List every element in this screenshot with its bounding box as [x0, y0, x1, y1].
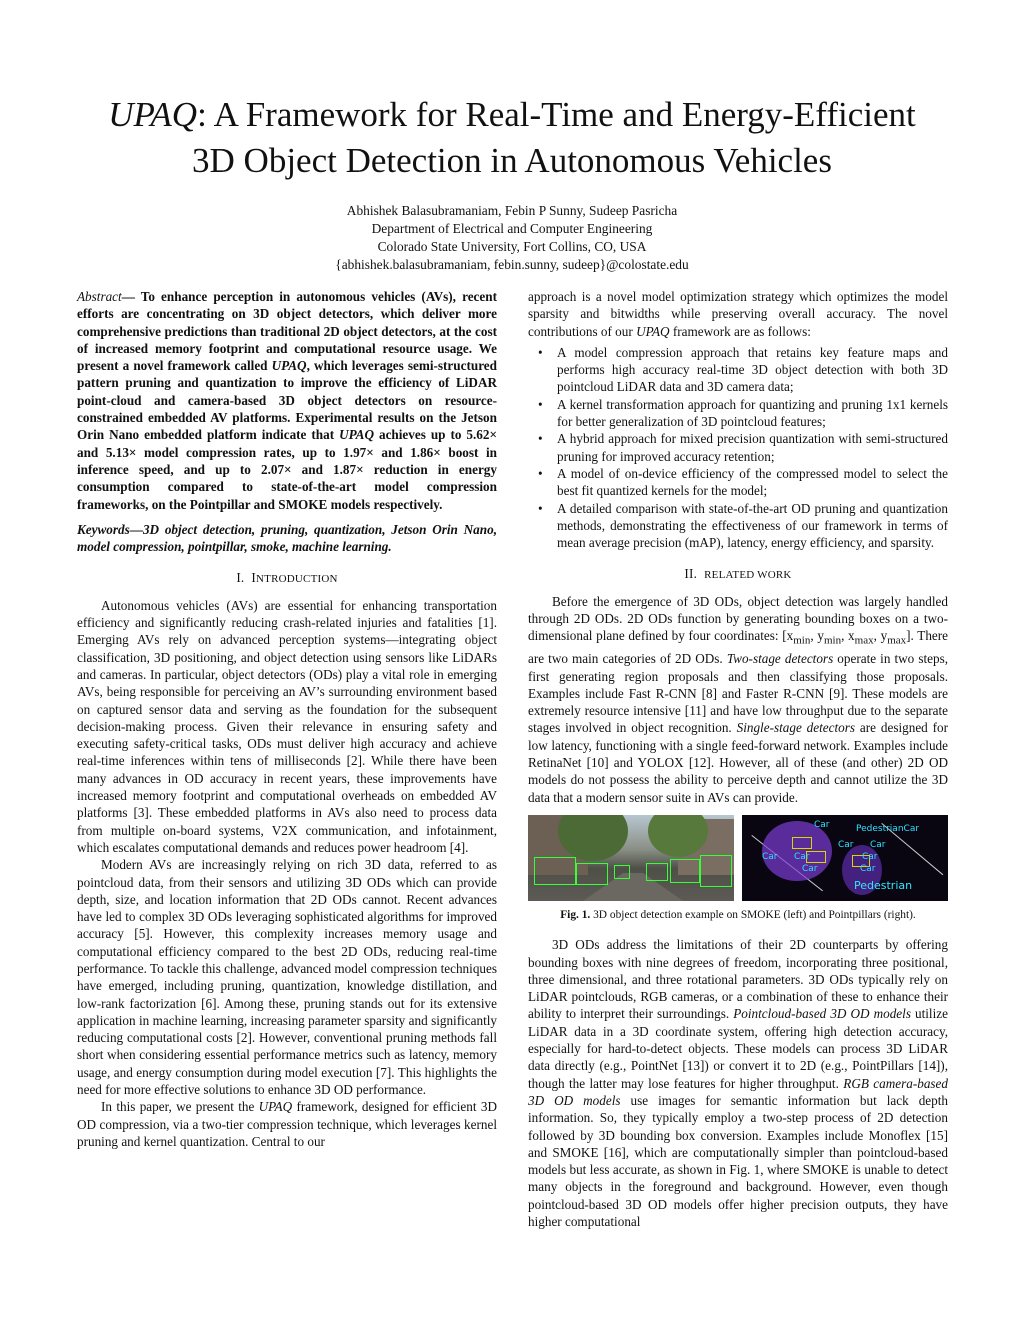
paper-title — [40, 92, 984, 184]
title-line1: : A Framework for Real-Time and Energy-Efficient — [197, 95, 916, 134]
bullet-icon: • — [538, 465, 543, 481]
contributions-intro: approach is a novel model optimization strategy which optimizes the model sparsity and bitwidths while preserving overall accuracy. The novel contributions of our UPAQ framework are as follows: — [528, 289, 948, 339]
detection-label: Car — [870, 839, 886, 850]
bounding-box — [792, 837, 812, 849]
list-item: • A model compression approach that retains key feature maps and performs high accuracy real-time 3D object detection with both 3D pointcloud LiDAR data and 3D camera data; — [538, 344, 948, 395]
detection-label: Car — [762, 851, 778, 862]
detection-label: Pedestrian — [854, 878, 913, 892]
intro-paragraph-2: Modern AVs are increasingly relying on rich 3D data, referred to as pointcloud data, from their sensors and utilizing 3D ODs which can provide depth, size, and location information that 2D ODs cannot. Recent advances have led to complex 3D ODs leveraging sophisticated algorithms for improved accuracy [5]. However, this complexity increases memory usage and computational efficiency compared to the best 2D ODs, reducing real-time performance. To tackle this challenge, advanced model compression techniques have emerged, including pruning, quantization, knowledge distillation, and low-rank factorization [6]. Among these, pruning stands out for its extensive application in machine learning, increasing parameter sparsity and significantly reducing computational costs [2]. However, conventional pruning methods fall short when considering essential performance metrics such as latency, memory usage, and energy consumption during model execution [7]. This highlights the need for more effective solutions to enhance 3D OD performance. — [77, 857, 497, 1098]
author-block — [212, 202, 812, 274]
intro-paragraph-3: In this paper, we present the UPAQ framework, designed for efficient 3D OD compression, via a two-tier compression technique, which leverages kernel pruning and kernel quantization. Central to our — [77, 1099, 497, 1149]
list-item: • A kernel transformation approach for quantizing and pruning 1x1 kernels for better generalization of 3D pointcloud features; — [538, 396, 948, 430]
bullet-icon: • — [538, 431, 543, 447]
pointpillars-detection-image — [742, 815, 948, 901]
author-emails: {abhishek.balasubramaniam, febin.sunny, sudeep}@colostate.edu — [335, 257, 689, 272]
abstract: Abstract— To enhance perception in autonomous vehicles (AVs), recent efforts are concentrating on 3D object detectors, which deliver more comprehensive predictions than traditional 2D object detectors, at the cost of increased memory footprint and computational resource usage. We present a novel framework called UPAQ, which leverages semi-structured pattern pruning and quantization to improve the efficiency of LiDAR point-cloud and camera-based 3D object detectors on resource-constrained embedded AV platforms. Experimental results on the Jetson Orin Nano embedded platform indicate that UPAQ achieves up to 5.62× and 5.13× model compression rates, up to 1.97× and 1.86× boost in inference speed, and up to 2.07× and 1.87× reduction in energy consumption compared to state-of-the-art model compression frameworks, on the Pointpillar and SMOKE models respectively. — [77, 289, 498, 512]
detection-label: Car — [838, 839, 854, 850]
author-names: Abhishek Balasubramaniam, Febin P Sunny, Sudeep Pasricha — [346, 203, 678, 218]
detection-label: Car — [860, 863, 876, 874]
bounding-box — [670, 859, 700, 883]
abstract-label: Abstract — [77, 289, 122, 304]
left-column — [77, 288, 497, 1150]
section-heading-related-work: II. RELATED WORK — [684, 566, 792, 582]
bounding-box — [534, 857, 576, 885]
list-item: • A hybrid approach for mixed precision quantization with semi-structured pruning for improved accuracy retention; — [538, 431, 948, 464]
detection-label: Car — [794, 851, 810, 862]
keywords: Keywords—3D object detection, pruning, quantization, Jetson Orin Nano, model compression, pointpillar, smoke, machine learning. — [77, 521, 497, 555]
list-item: • A detailed comparison with state-of-the-art OD pruning and quantization methods, demonstrating the effectiveness of our framework in terms of mean average precision (mAP), latency, energy efficiency, and sparsity. — [538, 500, 948, 551]
right-column — [528, 288, 948, 1230]
contributions-list — [528, 344, 948, 552]
related-work-paragraph-2: 3D ODs address the limitations of their 2D counterparts by offering bounding boxes with nine degrees of freedom, incorporating three positional, three dimensional, and three rotational parameters. 3D ODs typically rely on LiDAR pointclouds, RGB cameras, or a combination of these to enhance their ability to interpret their surroundings. Pointcloud-based 3D OD models utilize LiDAR data in a 3D coordinate system, offering high detection accuracy, especially for hard-to-detect objects. These models can process 3D LiDAR data directly (e.g., PointNet [13]) or convert it to 2D (e.g., PointPillars [14]), though the latter may lose features for higher throughput. RGB camera-based 3D OD models use images for semantic information but lack depth information. So, they typically employ a two-step process of 2D detection followed by 3D bounding box conversion. Examples include Monoflex [15] and SMOKE [16], which are computationally simpler than pointcloud-based models but less accurate, as shown in Fig. 1, where SMOKE is unable to detect many objects in the foreground and background. However, even though pointcloud-based 3D OD models offer higher precision outputs, they have higher computational — [528, 937, 948, 1229]
bullet-icon: • — [538, 396, 543, 412]
bullet-icon: • — [538, 344, 543, 360]
detection-label: PedestrianCar — [856, 823, 920, 834]
bounding-box — [646, 863, 668, 881]
bullet-icon: • — [538, 500, 543, 516]
author-department: Department of Electrical and Computer Engineering — [371, 221, 653, 236]
bounding-box — [576, 863, 608, 885]
figure-caption: Fig. 1. 3D object detection example on SMOKE (left) and Pointpillars (right). — [560, 908, 916, 921]
section-heading-introduction: I. INTRODUCTION — [236, 570, 338, 586]
intro-paragraph-1: Autonomous vehicles (AVs) are essential for enhancing transportation efficiency and significantly reducing crash-related injuries and fatalities [1]. Emerging AVs rely on advanced perception systems—integrating object classification, 3D positioning, and object detection using sensors like LiDARs and cameras. In particular, object detectors (ODs) play a vital role in emerging AVs, being responsible for perceiving an AV’s surrounding environment based on captured sensor data and serving as the foundation for the subsequent decision-making process. Given their relevance in ensuring safety and executing safety-critical tasks, ODs must deliver high accuracy and achieve real-time inferences within tens of milliseconds [2]. While there have been many advances in OD accuracy in recent years, these improvements have increased memory footprint and computational overheads on embedded AV platforms [3]. These embedded platforms in AVs also need to process data from multiple on-board systems, V2X communication, and infotainment, which escalates computational demands and reduces power headroom [4]. — [77, 597, 497, 855]
list-item: • A model of on-device efficiency of the compressed model to select the best fit quantized kernels for the model; — [538, 465, 948, 499]
detection-label: Car — [862, 851, 878, 862]
smoke-detection-image — [528, 815, 734, 901]
detection-label: Car — [814, 819, 830, 830]
related-work-paragraph-1: Before the emergence of 3D ODs, object detection was largely handled through 2D ODs. 2D ODs function by generating bounding boxes on a two-dimensional plane defined by four coordinates: [$x_{min}$, $y_{min}$, $x_{max}$, $y_{max}$]. There are two main categories of 2D ODs. Two-stage detectors operate in two steps, first generating region proposals and then classifying those proposals. Examples include Fast R-CNN [8] and Faster R-CNN [9]. These models are extremely resource intensive [11] and have low throughput due to the separate stages involved in object recognition. Single-stage detectors are designed for low latency, functioning with a single feed-forward network. Examples include RetinaNet [10] and YOLOX [12]. However, all of these (and other) 2D OD models do not possess the ability to perceive depth and cannot utilize the 3D data that a modern sensor suite in AVs can provide. — [528, 593, 949, 805]
detection-label: Car — [802, 863, 818, 874]
title-line2: 3D Object Detection in Autonomous Vehicles — [192, 141, 832, 180]
figure-1 — [528, 815, 948, 901]
author-university: Colorado State University, Fort Collins, CO, USA — [377, 239, 647, 254]
title-framework-name: UPAQ — [108, 95, 198, 134]
bounding-box — [700, 855, 732, 887]
bounding-box — [614, 865, 630, 879]
